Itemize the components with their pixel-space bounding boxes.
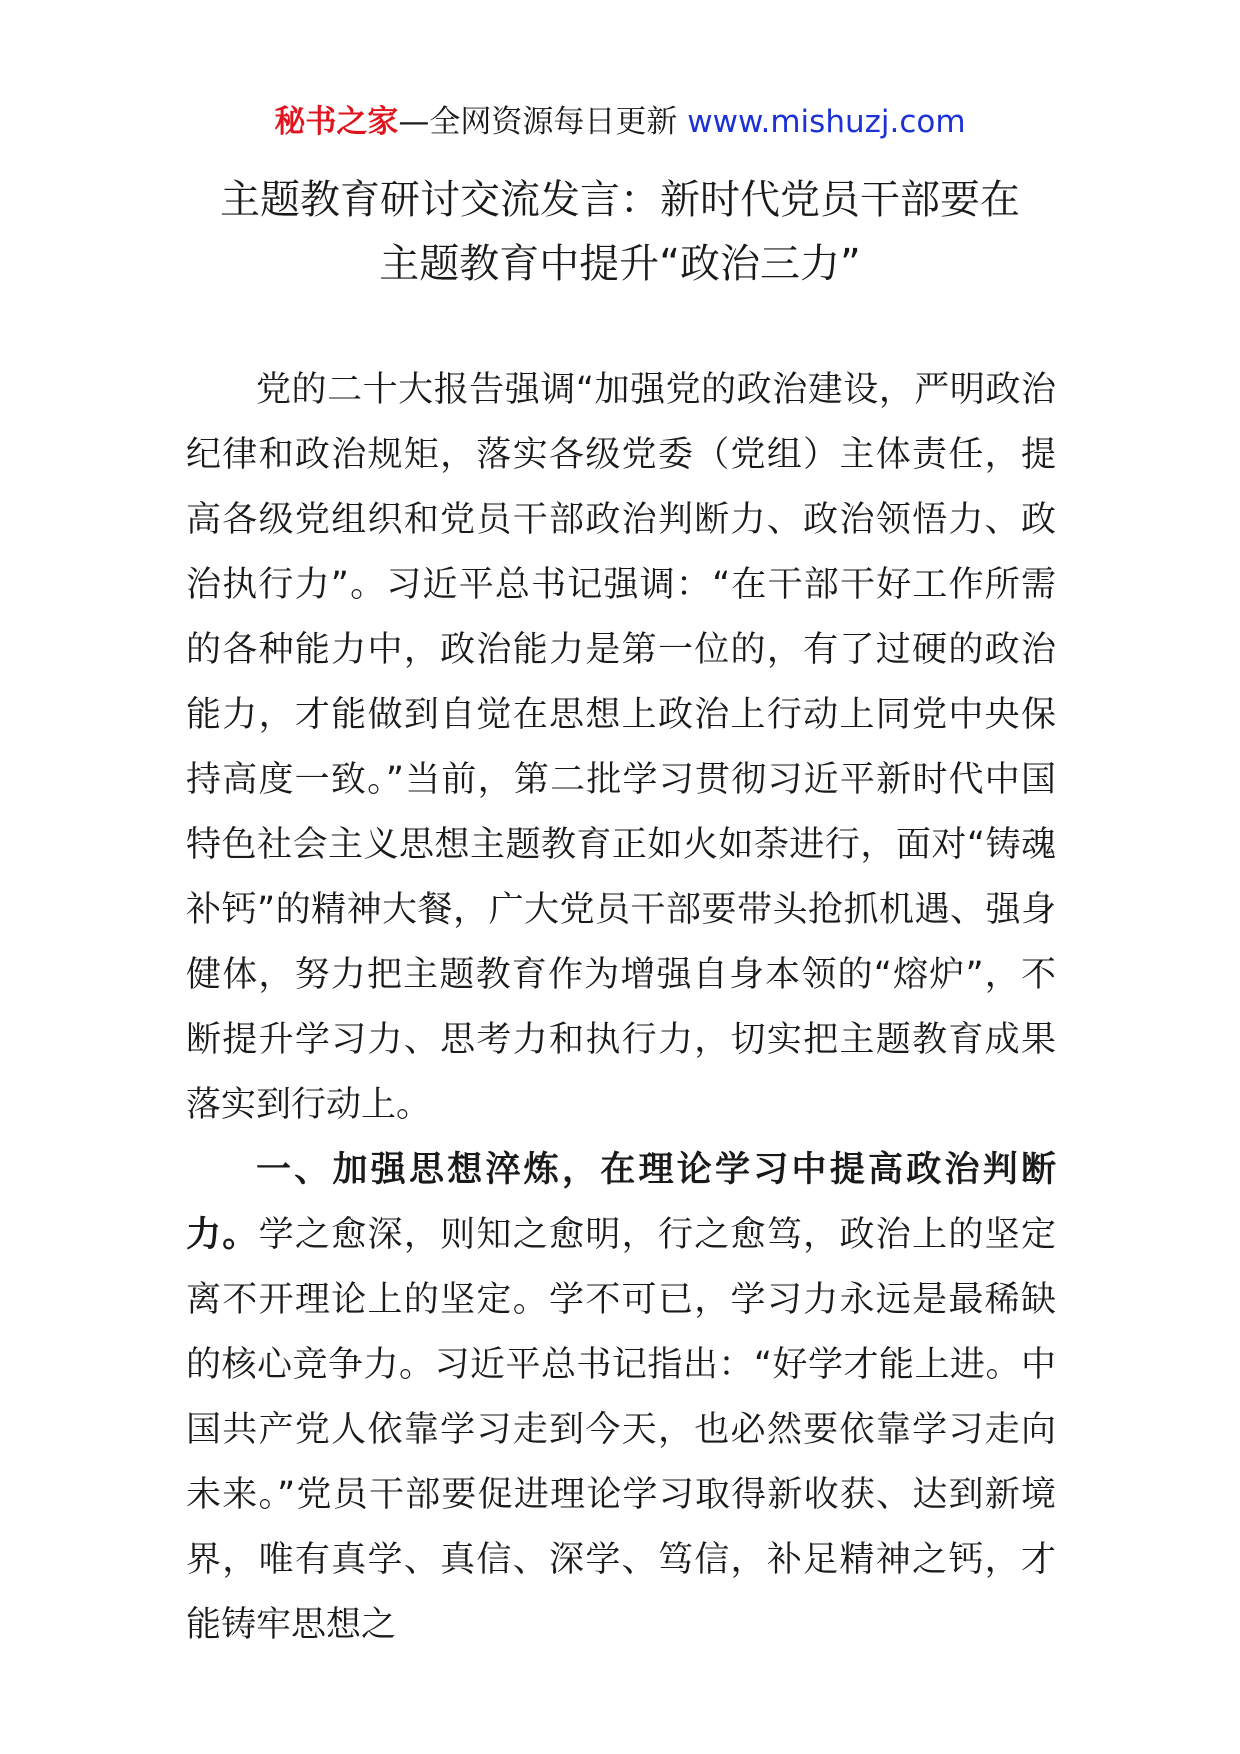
paragraph-intro-text: 党的二十大报告强调“加强党的政治建设，严明政治纪律和政治规矩，落实各级党委（党组）主体责任，提高各级党组织和党员干部政治判断力、政治领悟力、政治执行力”。习近平总书记强调：“在干部干好工作所需的各种能力中，政治能力是第一位的，有了过硬的政治能力，才能做到自觉在思想上政治上行动上同党中央保持高度一致。”当前，第二批学习贯彻习近平新时代中国特色社会主义思想主题教育正如火如荼进行，面对“铸魂补钙”的精神大餐，广大党员干部要带头抢抓机遇、强身健体，努力把主题教育作为增强自身本领的“熔炉”，不断提升学习力、思考力和执行力，切实把主题教育成果落实到行动上。 [186,370,1056,1125]
title-line-1: 主题教育研讨交流发言：新时代党员干部要在 [220,177,1020,223]
paragraph-section-1-text: 学之愈深，则知之愈明，行之愈笃，政治上的坚定离不开理论上的坚定。学不可已，学习力永远是最稀缺的核心竞争力。习近平总书记指出：“好学才能上进。中国共产党人依靠学习走到今天，也必然要依靠学习走向未来。”党员干部要促进理论学习取得新收获、达到新境界，唯有真学、真信、深学、笃信，补足精神之钙，才能铸牢思想之 [186,1215,1056,1645]
site-brand: 秘书之家 [274,104,399,140]
section-heading-1: 一、加强思想淬炼，在理论学习中提高政治判断力。 [186,1150,1056,1255]
paragraph-intro [186,358,1056,1138]
site-tagline: —全网资源每日更新 [398,104,688,140]
document-body [186,358,1056,1658]
site-header [0,100,1240,144]
title-line-2: 主题教育中提升“政治三力” [379,241,861,287]
document-title [150,168,1090,296]
paragraph-section-1 [186,1138,1056,1658]
site-url-link[interactable]: www.mishuzj.com [687,104,966,140]
